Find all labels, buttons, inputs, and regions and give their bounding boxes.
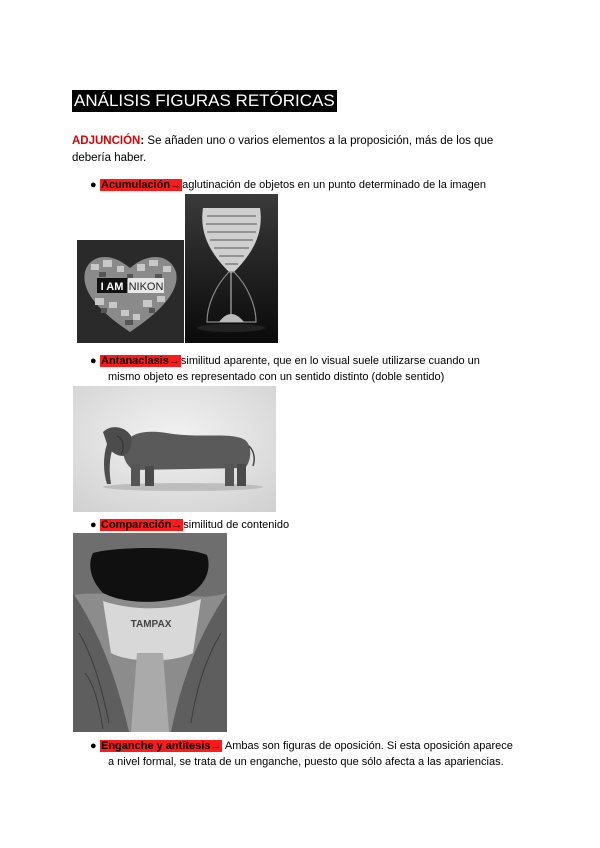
bullet-term: Antanaclasis→	[101, 355, 180, 367]
adjuncion-text: Se añaden uno o varios elementos a la proposición, más de los que debería haber.	[72, 135, 494, 164]
bullet-dot: ●	[90, 355, 97, 367]
bullet-text: similitud aparente, que en lo visual suele utilizarse cuando un	[180, 355, 480, 367]
nikon-text-i-am: I AM	[100, 281, 124, 293]
bullet-text: similitud de contenido	[183, 519, 290, 531]
tampax-text: TAMPAX	[130, 619, 172, 630]
bullet-enganche	[90, 738, 530, 770]
bullet-dot: ●	[90, 179, 97, 191]
bullet-antanaclasis	[90, 353, 530, 385]
nikon-heart-image	[77, 240, 184, 343]
bullet-text: Ambas son figuras de oposición. Si esta oposición aparece	[222, 740, 513, 752]
elephant-image	[73, 386, 276, 512]
bullet-acumulacion	[90, 177, 530, 193]
adjuncion-label: ADJUNCIÓN	[72, 135, 141, 147]
hourglass-image	[185, 194, 278, 343]
bullet-text: aglutinación de objetos en un punto determinado de la imagen	[182, 179, 487, 191]
adjuncion-paragraph	[72, 133, 532, 167]
adjuncion-colon: :	[140, 135, 145, 147]
bullet-text-continued: a nivel formal, se trata de un enganche, puesto que sólo afecta a las apariencias.	[108, 756, 504, 768]
bullet-term: Comparación→	[101, 519, 183, 531]
bullet-comparacion	[90, 517, 530, 533]
bullet-text-continued: mismo objeto es representado con un sentido distinto (doble sentido)	[108, 371, 445, 383]
nikon-text-nikon: NIKON	[128, 281, 164, 293]
bullet-term: Enganche y antítesis→	[101, 740, 222, 752]
tampax-dam-image	[73, 533, 227, 732]
page-title: ANÁLISIS FIGURAS RETÓRICAS	[74, 91, 335, 110]
bullet-dot: ●	[90, 519, 97, 531]
bullet-dot: ●	[90, 740, 97, 752]
bullet-term: Acumulación→	[101, 179, 182, 191]
